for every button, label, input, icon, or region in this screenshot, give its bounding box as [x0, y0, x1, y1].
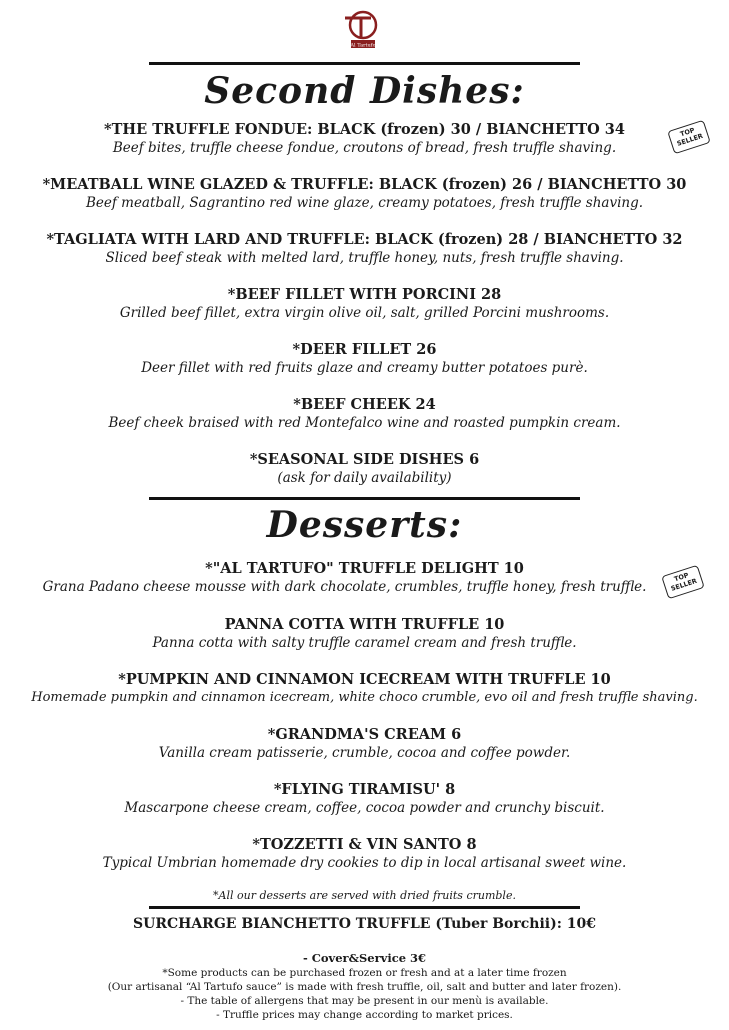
surcharge-text: SURCHARGE BIANCHETTO TRUFFLE (Tuber Borchii): 10€ — [133, 916, 596, 932]
menu-item — [0, 121, 729, 157]
item-name: *GRANDMA'S CREAM 6 — [267, 726, 462, 743]
menu-item — [0, 781, 729, 817]
top-divider — [149, 62, 580, 65]
bottom-divider — [149, 906, 580, 909]
item-description: Sliced beef steak with melted lard, truffle honey, nuts, fresh truffle shaving. — [105, 250, 624, 266]
item-name: *SEASONAL SIDE DISHES 6 — [249, 451, 480, 468]
item-name: *TAGLIATA WITH LARD AND TRUFFLE: BLACK (frozen) 28 / BIANCHETTO 32 — [46, 231, 683, 248]
item-description: Mascarpone cheese cream, coffee, cocoa powder and crunchy biscuit. — [124, 800, 605, 816]
menu-item — [0, 726, 729, 762]
footnote: - Truffle prices may change according to market prices. — [216, 1009, 513, 1021]
top-seller-badge: TOP SELLER — [661, 565, 705, 600]
item-name: *FLYING TIRAMISU' 8 — [273, 781, 456, 798]
menu-item — [0, 176, 729, 212]
item-description: Homemade pumpkin and cinnamon icecream, white choco crumble, evo oil and fresh truffle shaving. — [31, 690, 698, 705]
item-description: Beef bites, truffle cheese fondue, croutons of bread, fresh truffle shaving. — [112, 140, 617, 156]
item-name: *MEATBALL WINE GLAZED & TRUFFLE: BLACK (frozen) 26 / BIANCHETTO 30 — [42, 176, 687, 193]
item-name: *THE TRUFFLE FONDUE: BLACK (frozen) 30 / BIANCHETTO 34 — [104, 121, 625, 138]
menu-item — [0, 451, 729, 487]
section-title-second-dishes: Second Dishes: — [204, 70, 525, 112]
item-description: Deer fillet with red fruits glaze and creamy butter potatoes purè. — [141, 360, 588, 376]
middle-divider — [149, 497, 580, 500]
item-name: *BEEF FILLET WITH PORCINI 28 — [227, 286, 502, 303]
menu-item — [0, 836, 729, 872]
item-name: *BEEF CHEEK 24 — [293, 396, 436, 413]
item-name: *"AL TARTUFO" TRUFFLE DELIGHT 10 — [205, 560, 524, 577]
item-description: Typical Umbrian homemade dry cookies to dip in local artisanal sweet wine. — [102, 855, 627, 871]
item-name: *DEER FILLET 26 — [292, 341, 437, 358]
menu-item — [0, 286, 729, 322]
item-name: *TOZZETTI & VIN SANTO 8 — [252, 836, 477, 853]
menu-item — [0, 341, 729, 377]
item-description: Beef meatball, Sagrantino red wine glaze, creamy potatoes, fresh truffle shaving. — [85, 195, 644, 211]
menu-item — [0, 616, 729, 652]
item-description: Vanilla cream patisserie, crumble, cocoa and coffee powder. — [158, 745, 571, 761]
footnote: *Some products can be purchased frozen or fresh and at a later time frozen — [162, 967, 567, 979]
menu-item — [0, 560, 729, 596]
menu-item — [0, 396, 729, 432]
section-title-desserts: Desserts: — [266, 504, 463, 546]
item-name: PANNA COTTA WITH TRUFFLE 10 — [224, 616, 505, 633]
logo-text: Al Tartufo — [350, 42, 376, 49]
desserts-note: *All our desserts are served with dried fruits crumble. — [213, 889, 516, 902]
footnote: (Our artisanal “Al Tartufo sauce” is made with fresh truffle, oil, salt and butter and later frozen). — [107, 981, 622, 993]
footnote: - The table of allergens that may be present in our menù is available. — [180, 995, 549, 1007]
menu-item — [0, 671, 729, 707]
item-description: Beef cheek braised with red Montefalco wine and roasted pumpkin cream. — [108, 415, 621, 431]
item-description: (ask for daily availability) — [277, 470, 452, 486]
menu-item — [0, 231, 729, 267]
item-description: Grilled beef fillet, extra virgin olive oil, salt, grilled Porcini mushrooms. — [119, 305, 610, 321]
item-description: Panna cotta with salty truffle caramel cream and fresh truffle. — [152, 635, 577, 651]
cover-service: - Cover&Service 3€ — [302, 951, 427, 965]
restaurant-logo — [337, 8, 389, 50]
item-description: Grana Padano cheese mousse with dark chocolate, crumbles, truffle honey, fresh truffle. — [42, 579, 647, 595]
top-seller-badge: TOP SELLER — [667, 120, 711, 155]
item-name: *PUMPKIN AND CINNAMON ICECREAM WITH TRUFFLE 10 — [118, 671, 611, 688]
